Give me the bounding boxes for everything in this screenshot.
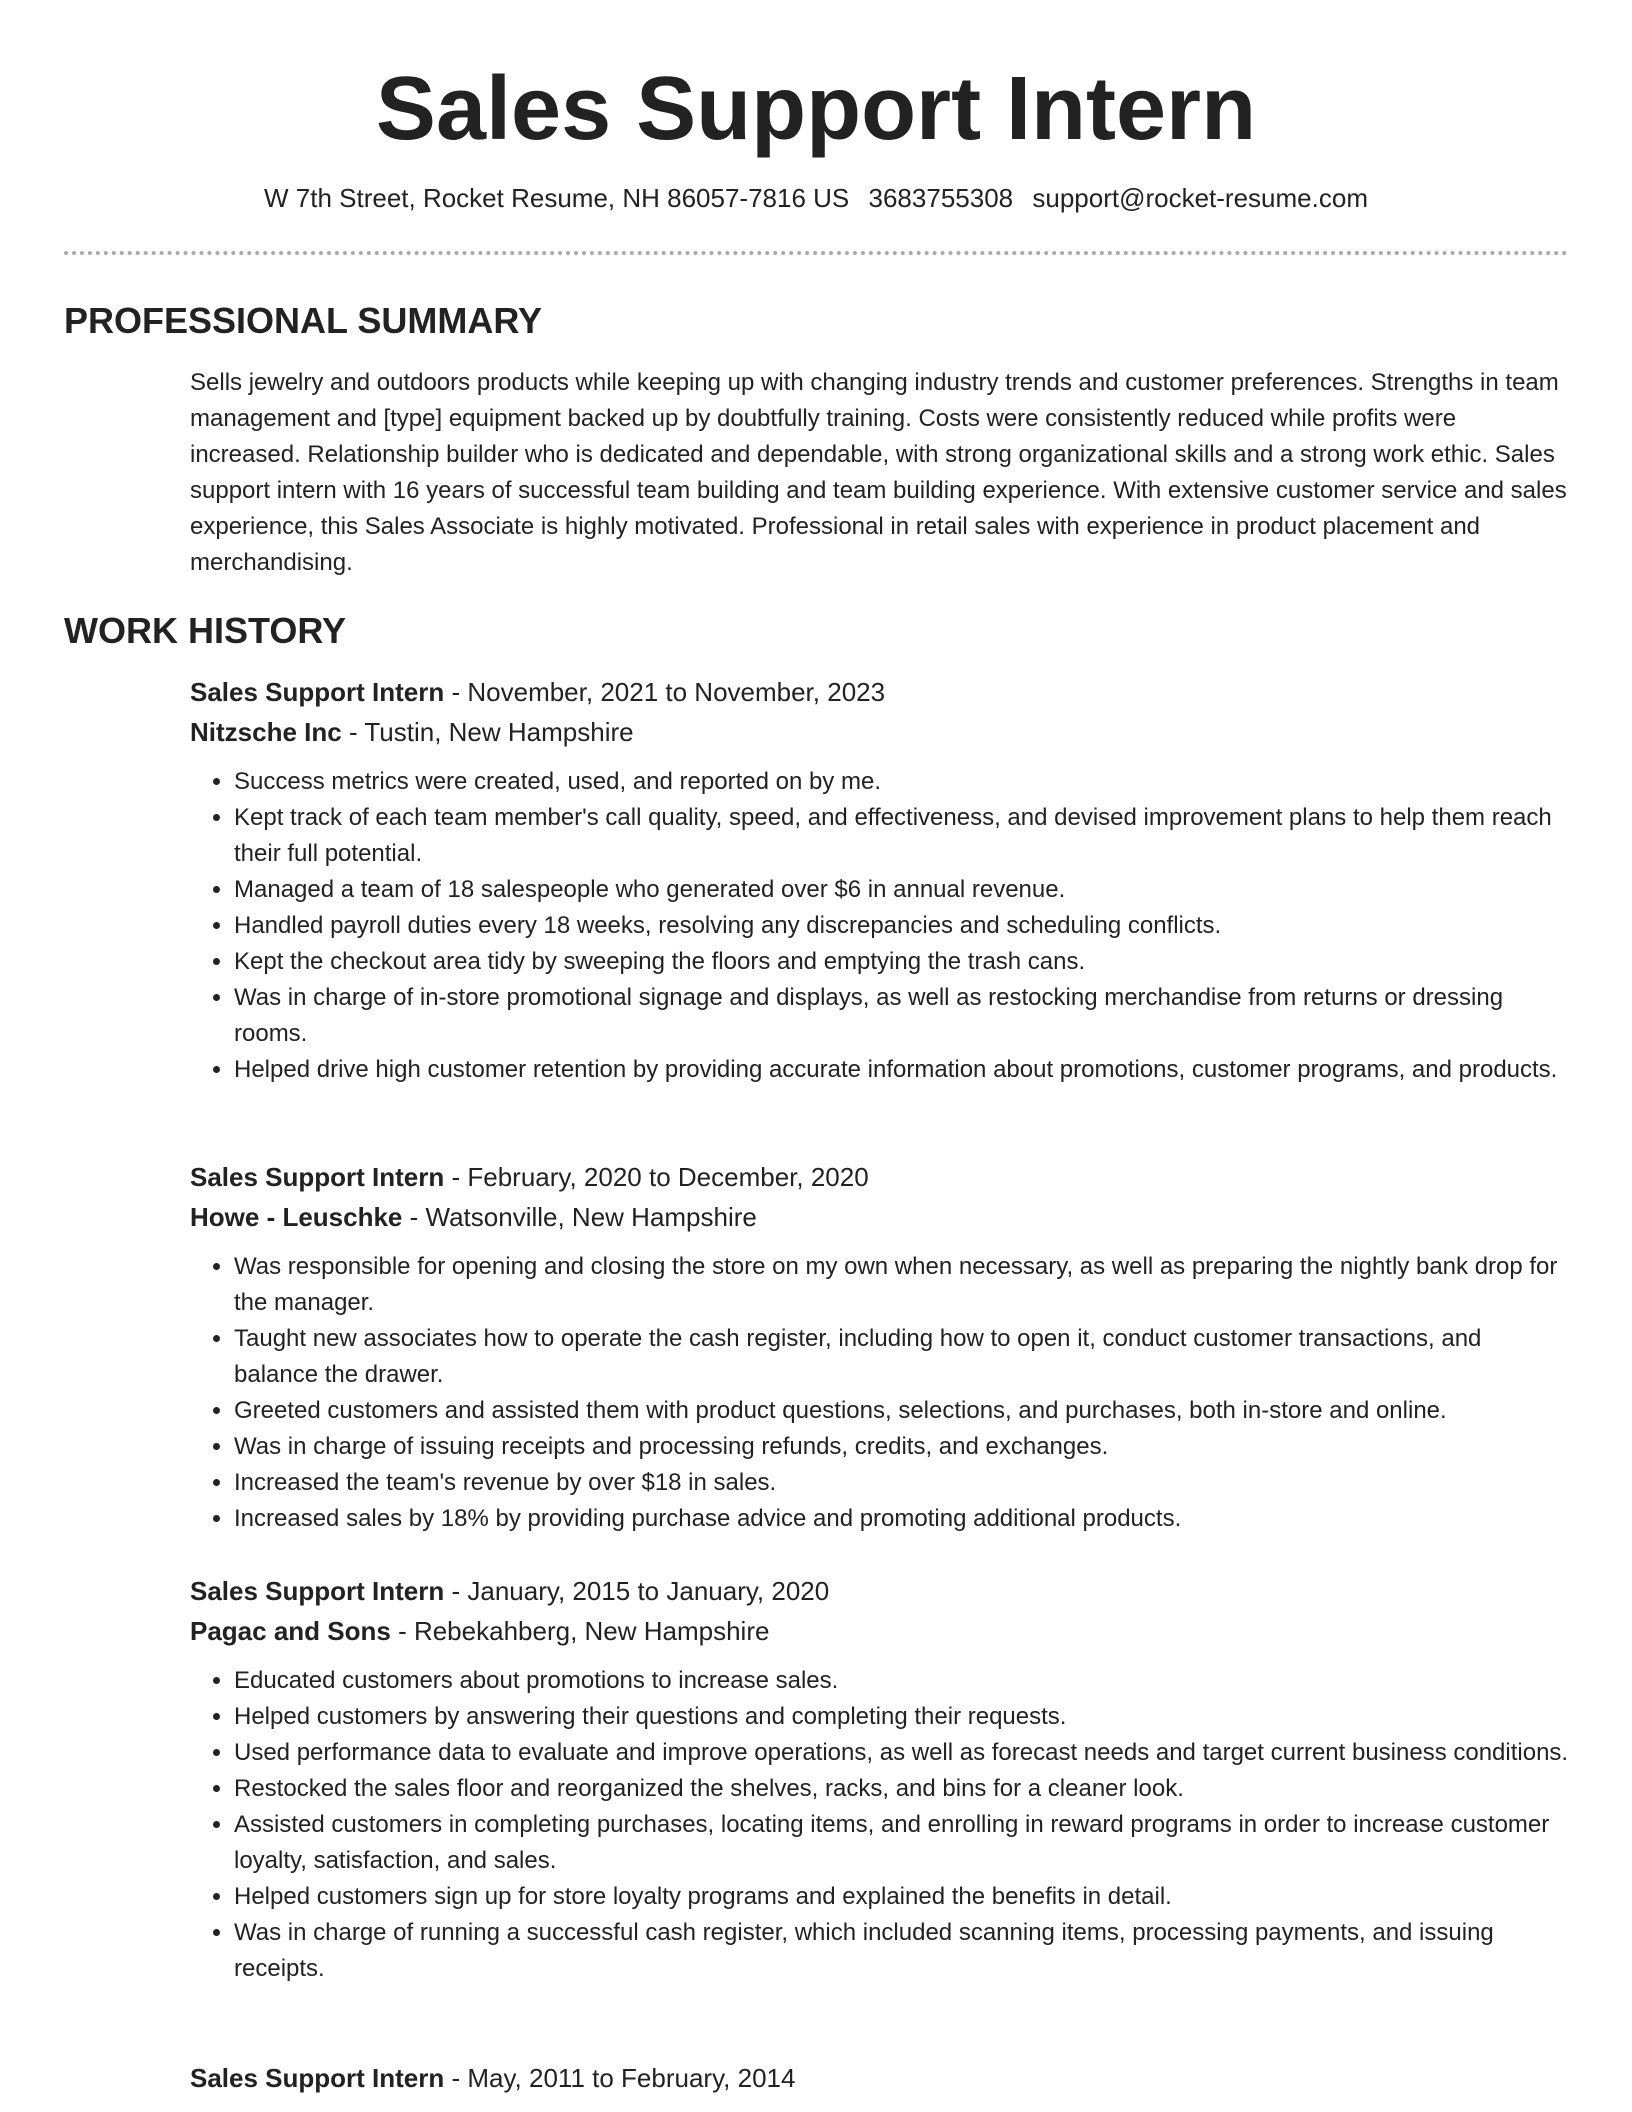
contact-line (0, 178, 1632, 218)
job-bullet: • Assisted customers in completing purchases, locating items, and enrolling in reward programs in order to increase customer loyalty, satisfaction, and sales. (234, 1807, 1570, 1879)
job-bullet: • Used performance data to evaluate and improve operations, as well as forecast needs and target current business conditions. (234, 1735, 1570, 1771)
job-location: - Watsonville, New Hampshire (402, 1202, 757, 1232)
job-bullet: • Restocked the sales floor and reorganized the shelves, racks, and bins for a cleaner look. (234, 1771, 1570, 1807)
job-bullets (190, 1663, 1570, 1987)
job-company-line (190, 712, 1570, 752)
job-role: Sales Support Intern (190, 1162, 445, 1192)
job-bullet: • Helped customers by answering their questions and completing their requests. (234, 1699, 1570, 1735)
job-bullet: • Taught new associates how to operate the cash register, including how to open it, conduct customer transactions, and balance the drawer. (234, 1321, 1570, 1393)
job-dates: - May, 2011 to February, 2014 (444, 2063, 796, 2093)
job-company: Pagac and Sons (190, 1616, 391, 1646)
job-bullet: • Was in charge of running a successful cash register, which included scanning items, processing payments, and issuing receipts. (234, 1915, 1570, 1987)
job-bullet: • Was in charge of in-store promotional signage and displays, as well as restocking merchandise from returns or dressing rooms. (234, 980, 1570, 1052)
job-dates: - January, 2015 to January, 2020 (444, 1576, 830, 1606)
job-bullet: • Kept track of each team member's call quality, speed, and effectiveness, and devised improvement plans to help them reach their full potential. (234, 800, 1570, 872)
job-title-line (190, 2058, 1570, 2098)
job-dates: - November, 2021 to November, 2023 (444, 677, 886, 707)
job-bullet: • Increased sales by 18% by providing purchase advice and promoting additional products. (234, 1501, 1570, 1537)
job-company-line (190, 1611, 1570, 1651)
job-dates: - February, 2020 to December, 2020 (444, 1162, 869, 1192)
job-entry (190, 1157, 1570, 1537)
job-bullet: • Was responsible for opening and closing the store on my own when necessary, as well as preparing the nightly bank drop for the manager. (234, 1249, 1570, 1321)
contact-phone: 3683755308 (868, 183, 1014, 213)
job-bullet: • Was in charge of issuing receipts and processing refunds, credits, and exchanges. (234, 1429, 1570, 1465)
job-entry (190, 672, 1570, 1088)
work-history-heading: WORK HISTORY (64, 610, 347, 651)
job-bullet: • Managed a team of 18 salespeople who generated over $6 in annual revenue. (234, 872, 1570, 908)
job-title-line (190, 1571, 1570, 1611)
summary-heading: PROFESSIONAL SUMMARY (64, 300, 543, 341)
job-location: - Rebekahberg, New Hampshire (390, 1616, 770, 1646)
summary-text: Sells jewelry and outdoors products while keeping up with changing industry trends and customer preferences. Strengths in team management and [type] equipment backed up by doubtfully training. Costs were consistently reduced while profits were increased. Relationship builder who is dedicated and dependable, with strong organizational skills and a strong work ethic. Sales support intern with 16 years of successful team building and team building experience. With extensive customer service and sales experience, this Sales Associate is highly motivated. Professional in retail sales with experience in product placement and merchandising. (190, 369, 1567, 576)
job-role: Sales Support Intern (190, 2063, 445, 2093)
job-role: Sales Support Intern (190, 1576, 445, 1606)
job-bullet: • Educated customers about promotions to increase sales. (234, 1663, 1570, 1699)
contact-email: support@rocket-resume.com (1032, 183, 1368, 213)
job-title-line (190, 1157, 1570, 1197)
job-bullets (190, 1249, 1570, 1537)
job-company-line (190, 1197, 1570, 1237)
job-bullets (190, 764, 1570, 1088)
header-divider (64, 251, 1568, 255)
contact-address: W 7th Street, Rocket Resume, NH 86057-7816 US (264, 183, 850, 213)
job-role: Sales Support Intern (190, 677, 445, 707)
job-company: Nitzsche Inc (190, 717, 342, 747)
job-title-line (190, 672, 1570, 712)
job-entry (190, 2058, 1570, 2098)
job-bullet: • Kept the checkout area tidy by sweeping the floors and emptying the trash cans. (234, 944, 1570, 980)
resume-name: Sales Support Intern (375, 59, 1257, 159)
job-bullet: • Handled payroll duties every 18 weeks, resolving any discrepancies and scheduling conflicts. (234, 908, 1570, 944)
job-company: Howe - Leuschke (190, 1202, 403, 1232)
job-bullet: • Helped customers sign up for store loyalty programs and explained the benefits in detail. (234, 1879, 1570, 1915)
job-entry (190, 1571, 1570, 1987)
job-bullet: • Helped drive high customer retention by providing accurate information about promotions, customer programs, and products. (234, 1052, 1570, 1088)
job-bullet: • Greeted customers and assisted them with product questions, selections, and purchases, both in-store and online. (234, 1393, 1570, 1429)
job-bullet: • Success metrics were created, used, and reported on by me. (234, 764, 1570, 800)
job-location: - Tustin, New Hampshire (341, 717, 634, 747)
job-bullet: • Increased the team's revenue by over $18 in sales. (234, 1465, 1570, 1501)
